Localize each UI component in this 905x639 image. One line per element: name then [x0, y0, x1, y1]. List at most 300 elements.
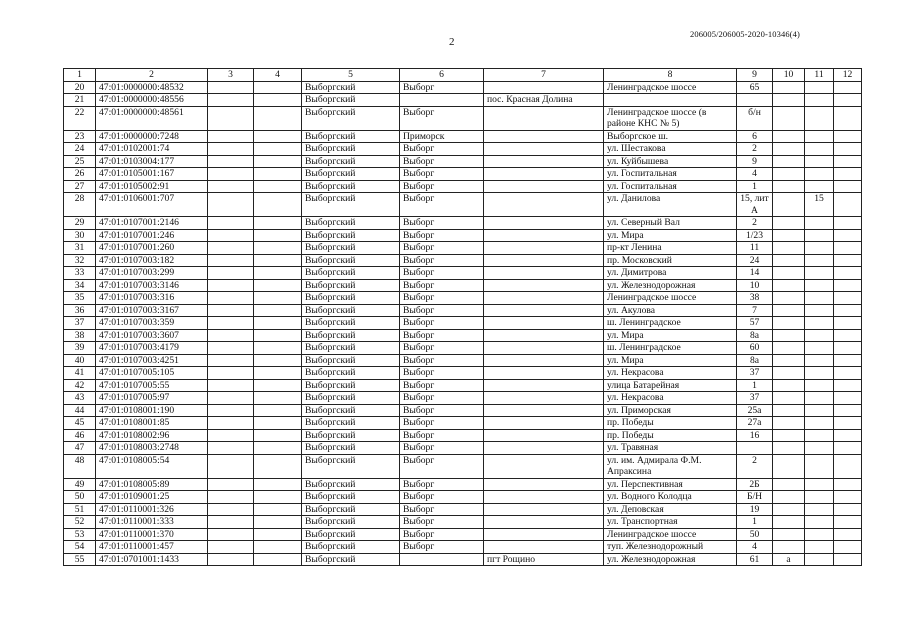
table-row	[64, 379, 862, 392]
table-cell	[254, 442, 302, 455]
table-cell	[484, 180, 604, 193]
table-cell	[208, 106, 254, 130]
table-row	[64, 229, 862, 242]
table-cell	[484, 342, 604, 355]
table-cell: Выборг	[400, 528, 484, 541]
table-row	[64, 528, 862, 541]
table-cell: Приморск	[400, 130, 484, 143]
table-cell: Выборгский	[302, 516, 400, 529]
table-cell: Выборг	[400, 155, 484, 168]
table-cell	[805, 155, 834, 168]
table-cell: 40	[64, 354, 96, 367]
table-cell: Выборгский	[302, 528, 400, 541]
table-cell: Выборгский	[302, 193, 400, 217]
table-cell	[208, 429, 254, 442]
table-cell	[773, 143, 805, 156]
table-cell: Выборгский	[302, 329, 400, 342]
table-cell: ул. Северный Вал	[604, 217, 737, 230]
table-cell: Выборг	[400, 106, 484, 130]
table-cell	[805, 279, 834, 292]
table-cell: 47:01:0107003:359	[96, 317, 208, 330]
table-row	[64, 94, 862, 107]
table-cell	[484, 143, 604, 156]
table-cell	[208, 367, 254, 380]
table-cell: 1	[737, 180, 773, 193]
table-cell	[805, 229, 834, 242]
table-cell	[208, 130, 254, 143]
table-cell: ул. Мира	[604, 229, 737, 242]
table-cell	[208, 541, 254, 554]
table-cell: 38	[64, 329, 96, 342]
table-cell: 53	[64, 528, 96, 541]
table-cell: Выборгский	[302, 442, 400, 455]
table-cell	[484, 417, 604, 430]
table-cell	[208, 528, 254, 541]
table-cell: туп. Железнодорожный	[604, 541, 737, 554]
table-cell: 47:01:0107003:3607	[96, 329, 208, 342]
table-cell: Выборг	[400, 193, 484, 217]
table-cell	[254, 292, 302, 305]
table-cell	[805, 367, 834, 380]
table-cell: 47:01:0108005:54	[96, 454, 208, 478]
table-cell: 44	[64, 404, 96, 417]
table-cell: 47:01:0108001:190	[96, 404, 208, 417]
table-cell	[484, 478, 604, 491]
table-cell	[208, 304, 254, 317]
table-cell	[254, 180, 302, 193]
table-row	[64, 254, 862, 267]
table-cell	[773, 155, 805, 168]
table-cell: Выборг	[400, 354, 484, 367]
table-cell	[805, 516, 834, 529]
table-cell	[805, 541, 834, 554]
table-cell	[834, 329, 862, 342]
table-cell: 7	[737, 304, 773, 317]
table-cell	[208, 354, 254, 367]
column-header-8: 8	[604, 69, 737, 82]
table-cell: Выборгский	[302, 180, 400, 193]
table-row	[64, 367, 862, 380]
table-cell: 41	[64, 367, 96, 380]
table-row	[64, 304, 862, 317]
table-cell	[834, 106, 862, 130]
table-cell	[484, 242, 604, 255]
table-cell	[484, 168, 604, 181]
table-cell: ул. Травяная	[604, 442, 737, 455]
table-cell: 47:01:0107005:105	[96, 367, 208, 380]
table-cell	[254, 379, 302, 392]
table-cell	[208, 155, 254, 168]
table-cell	[805, 106, 834, 130]
table-cell: пос. Красная Долина	[484, 94, 604, 107]
table-cell	[484, 279, 604, 292]
table-cell	[484, 528, 604, 541]
table-cell	[773, 329, 805, 342]
table-cell: 37	[737, 392, 773, 405]
table-cell: 14	[737, 267, 773, 280]
table-cell: Выборгский	[302, 454, 400, 478]
table-cell	[773, 404, 805, 417]
table-cell: Выборгский	[302, 106, 400, 130]
table-cell: Выборгский	[302, 503, 400, 516]
table-cell	[805, 392, 834, 405]
table-cell	[834, 516, 862, 529]
table-cell	[254, 254, 302, 267]
table-cell: 45	[64, 417, 96, 430]
table-cell: 32	[64, 254, 96, 267]
table-cell	[737, 94, 773, 107]
table-cell: ул. им. Адмирала Ф.М. Апраксина	[604, 454, 737, 478]
table-cell	[208, 180, 254, 193]
table-cell	[834, 342, 862, 355]
column-header-2: 2	[96, 69, 208, 82]
table-cell: 47:01:0110001:326	[96, 503, 208, 516]
table-cell	[773, 354, 805, 367]
table-cell	[773, 292, 805, 305]
table-cell: 24	[64, 143, 96, 156]
table-cell: ш. Ленинградское	[604, 342, 737, 355]
table-cell	[208, 478, 254, 491]
table-cell	[484, 217, 604, 230]
table-cell: 55	[64, 553, 96, 566]
table-cell	[834, 379, 862, 392]
table-cell	[254, 541, 302, 554]
table-cell	[773, 279, 805, 292]
table-cell: Выборгский	[302, 155, 400, 168]
table-cell: 15, лит А	[737, 193, 773, 217]
table-cell	[400, 553, 484, 566]
table-cell	[834, 292, 862, 305]
table-cell	[208, 342, 254, 355]
table-cell	[805, 180, 834, 193]
table-cell	[254, 130, 302, 143]
table-cell	[834, 254, 862, 267]
table-cell: Выборгский	[302, 81, 400, 94]
table-cell: Выборг	[400, 329, 484, 342]
table-cell: 11	[737, 242, 773, 255]
table-cell: 47:01:0107003:4251	[96, 354, 208, 367]
table-cell	[773, 491, 805, 504]
table-cell: 38	[737, 292, 773, 305]
table-cell	[208, 229, 254, 242]
table-cell: ул. Куйбышева	[604, 155, 737, 168]
table-cell	[773, 342, 805, 355]
table-cell: 25а	[737, 404, 773, 417]
table-cell	[208, 242, 254, 255]
table-cell: ул. Водного Колодца	[604, 491, 737, 504]
table-cell	[254, 528, 302, 541]
table-cell: Выборгский	[302, 553, 400, 566]
table-cell	[834, 242, 862, 255]
table-cell	[208, 442, 254, 455]
table-cell: ул. Акулова	[604, 304, 737, 317]
column-header-9: 9	[737, 69, 773, 82]
table-cell	[400, 94, 484, 107]
table-cell: 2	[737, 217, 773, 230]
table-cell	[805, 317, 834, 330]
table-cell	[208, 503, 254, 516]
table-cell: Выборгское ш.	[604, 130, 737, 143]
table-cell	[484, 442, 604, 455]
table-cell: ул. Мира	[604, 354, 737, 367]
table-cell: 9	[737, 155, 773, 168]
table-cell: Выборгский	[302, 292, 400, 305]
table-cell: Выборг	[400, 180, 484, 193]
table-row	[64, 81, 862, 94]
table-cell: 47:01:0108003:2748	[96, 442, 208, 455]
table-cell: ул. Мира	[604, 329, 737, 342]
table-cell	[834, 94, 862, 107]
table-cell: 47:01:0107003:182	[96, 254, 208, 267]
table-cell: пгт Рощино	[484, 553, 604, 566]
table-cell: Выборгский	[302, 130, 400, 143]
table-cell: Выборг	[400, 516, 484, 529]
table-cell: 2	[737, 454, 773, 478]
table-cell: 47:01:0107001:260	[96, 242, 208, 255]
table-cell: Выборг	[400, 417, 484, 430]
table-row	[64, 491, 862, 504]
table-cell	[805, 417, 834, 430]
table-cell	[208, 404, 254, 417]
table-cell: ул. Железнодорожная	[604, 279, 737, 292]
table-row	[64, 553, 862, 566]
table-cell: Ленинградское шоссе	[604, 81, 737, 94]
table-cell	[805, 379, 834, 392]
column-header-3: 3	[208, 69, 254, 82]
table-cell: пр. Победы	[604, 429, 737, 442]
table-cell	[484, 541, 604, 554]
table-cell: Выборгский	[302, 342, 400, 355]
table-cell	[834, 528, 862, 541]
table-cell: 8а	[737, 329, 773, 342]
table-row	[64, 279, 862, 292]
table-cell	[773, 94, 805, 107]
table-cell: Выборг	[400, 143, 484, 156]
table-cell	[773, 304, 805, 317]
table-cell	[254, 392, 302, 405]
table-cell: Выборгский	[302, 541, 400, 554]
table-cell: Выборгский	[302, 417, 400, 430]
table-cell	[254, 168, 302, 181]
table-cell	[773, 81, 805, 94]
table-cell: 47:01:0106001:707	[96, 193, 208, 217]
table-cell	[604, 94, 737, 107]
table-cell: 29	[64, 217, 96, 230]
table-cell	[254, 317, 302, 330]
table-cell: Выборгский	[302, 379, 400, 392]
column-header-11: 11	[805, 69, 834, 82]
table-cell: Выборгский	[302, 392, 400, 405]
column-header-1: 1	[64, 69, 96, 82]
table-cell: 47:01:0105002:91	[96, 180, 208, 193]
table-cell	[254, 94, 302, 107]
table-cell: 6	[737, 130, 773, 143]
table-cell	[254, 267, 302, 280]
table-cell	[254, 478, 302, 491]
table-cell	[254, 193, 302, 217]
table-cell: Ленинградское шоссе (в районе КНС № 5)	[604, 106, 737, 130]
table-cell	[484, 454, 604, 478]
table-cell	[254, 516, 302, 529]
table-cell: 15	[805, 193, 834, 217]
table-cell: 37	[64, 317, 96, 330]
table-cell	[208, 143, 254, 156]
table-cell	[805, 168, 834, 181]
table-cell: Выборгский	[302, 242, 400, 255]
table-cell	[834, 229, 862, 242]
table-cell: Выборгский	[302, 491, 400, 504]
table-cell: Выборг	[400, 367, 484, 380]
table-cell: Выборгский	[302, 429, 400, 442]
table-cell	[805, 130, 834, 143]
column-header-4: 4	[254, 69, 302, 82]
table-cell	[208, 292, 254, 305]
table-cell: 16	[737, 429, 773, 442]
table-cell: пр-кт Ленина	[604, 242, 737, 255]
table-row	[64, 503, 862, 516]
table-cell	[773, 528, 805, 541]
table-cell	[773, 180, 805, 193]
table-cell: 47:01:0110001:333	[96, 516, 208, 529]
table-cell: 28	[64, 193, 96, 217]
table-cell: 47:01:0000000:7248	[96, 130, 208, 143]
table-cell	[834, 304, 862, 317]
table-cell	[773, 379, 805, 392]
table-cell: 47:01:0107001:246	[96, 229, 208, 242]
table-cell: Выборг	[400, 217, 484, 230]
table-cell	[484, 130, 604, 143]
table-cell	[484, 81, 604, 94]
table-cell: 47:01:0102001:74	[96, 143, 208, 156]
table-cell: Выборгский	[302, 94, 400, 107]
table-row	[64, 180, 862, 193]
table-row	[64, 354, 862, 367]
table-cell: Выборг	[400, 454, 484, 478]
table-cell: пр. Московский	[604, 254, 737, 267]
table-cell	[208, 193, 254, 217]
table-cell: Выборг	[400, 491, 484, 504]
table-cell: Выборг	[400, 317, 484, 330]
table-cell	[773, 541, 805, 554]
table-cell: 47	[64, 442, 96, 455]
table-cell: Выборгский	[302, 478, 400, 491]
table-cell: 47:01:0109001:25	[96, 491, 208, 504]
table-row	[64, 242, 862, 255]
table-cell: 26	[64, 168, 96, 181]
table-cell: улица Батарейная	[604, 379, 737, 392]
table-cell	[254, 417, 302, 430]
table-cell	[254, 329, 302, 342]
table-cell	[254, 342, 302, 355]
table-cell: 1	[737, 516, 773, 529]
table-cell	[254, 553, 302, 566]
table-cell: 2	[737, 143, 773, 156]
table-row	[64, 516, 862, 529]
table-cell: Выборг	[400, 442, 484, 455]
table-cell	[484, 317, 604, 330]
table-cell	[208, 317, 254, 330]
table-cell	[208, 379, 254, 392]
table-cell	[805, 454, 834, 478]
table-cell: 25	[64, 155, 96, 168]
table-cell: 10	[737, 279, 773, 292]
table-cell: 47:01:0103004:177	[96, 155, 208, 168]
table-cell	[254, 367, 302, 380]
table-cell	[834, 180, 862, 193]
table-cell	[484, 379, 604, 392]
table-cell	[208, 168, 254, 181]
page-number: 2	[449, 36, 455, 48]
table-cell: 47:01:0108005:89	[96, 478, 208, 491]
table-row	[64, 541, 862, 554]
table-cell	[834, 392, 862, 405]
table-cell	[773, 193, 805, 217]
table-cell: 54	[64, 541, 96, 554]
table-cell: 47:01:0105001:167	[96, 168, 208, 181]
table-cell: ул. Димитрова	[604, 267, 737, 280]
register-table	[63, 68, 862, 566]
table-cell: 47:01:0107003:3146	[96, 279, 208, 292]
table-cell: 51	[64, 503, 96, 516]
table-cell: Выборг	[400, 478, 484, 491]
table-cell	[834, 429, 862, 442]
table-cell	[208, 81, 254, 94]
column-header-6: 6	[400, 69, 484, 82]
table-cell	[834, 503, 862, 516]
table-cell	[805, 553, 834, 566]
table-cell	[208, 267, 254, 280]
table-cell	[773, 229, 805, 242]
table-cell: 47:01:0107005:97	[96, 392, 208, 405]
table-cell: ул. Приморская	[604, 404, 737, 417]
table-cell	[773, 392, 805, 405]
table-cell: ш. Ленинградское	[604, 317, 737, 330]
table-cell: Выборгский	[302, 354, 400, 367]
table-cell: 47:01:0107005:55	[96, 379, 208, 392]
table-cell	[834, 367, 862, 380]
table-cell	[773, 454, 805, 478]
table-cell: 61	[737, 553, 773, 566]
table-row	[64, 106, 862, 130]
table-cell: б/н	[737, 106, 773, 130]
table-cell: 47:01:0107003:316	[96, 292, 208, 305]
table-row	[64, 130, 862, 143]
table-cell	[834, 267, 862, 280]
table-cell: ул. Перспективная	[604, 478, 737, 491]
table-cell: пр. Победы	[604, 417, 737, 430]
table-cell	[484, 229, 604, 242]
table-cell: 24	[737, 254, 773, 267]
table-cell	[834, 491, 862, 504]
table-cell: 4	[737, 168, 773, 181]
table-cell	[773, 478, 805, 491]
table-cell: Выборгский	[302, 404, 400, 417]
document-id: 206005/206005-2020-10346(4)	[690, 29, 800, 39]
table-cell	[805, 267, 834, 280]
table-cell: Ленинградское шоссе	[604, 528, 737, 541]
table-row	[64, 168, 862, 181]
table-cell: 34	[64, 279, 96, 292]
table-cell	[834, 478, 862, 491]
table-cell	[834, 155, 862, 168]
table-cell	[805, 254, 834, 267]
table-cell	[254, 354, 302, 367]
table-row	[64, 329, 862, 342]
table-cell: 2Б	[737, 478, 773, 491]
table-cell	[834, 354, 862, 367]
table-cell: Выборг	[400, 279, 484, 292]
table-cell: 30	[64, 229, 96, 242]
